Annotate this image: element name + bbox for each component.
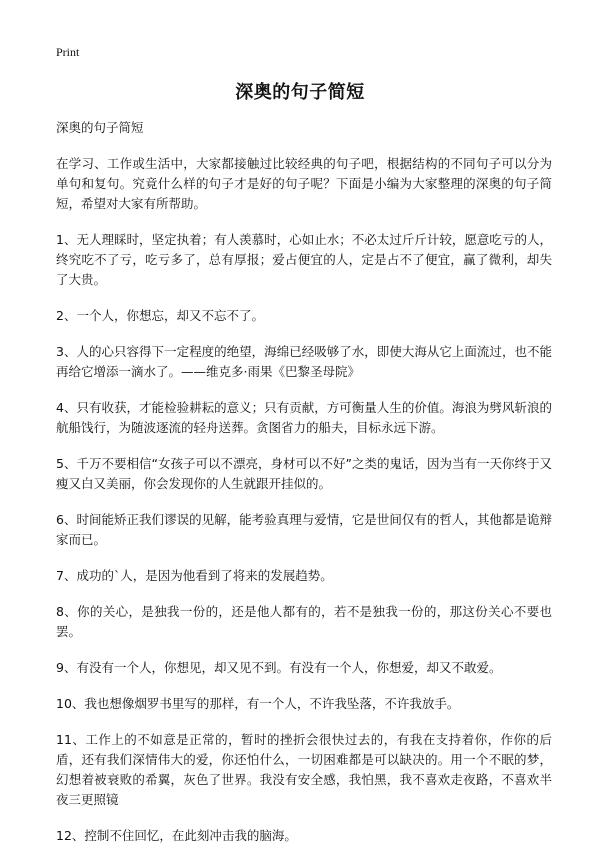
sentence-item-10: 10、我也想像烟罗书里写的那样，有一个人，不许我坠落，不许我放手。 bbox=[56, 696, 460, 711]
sentence-item-12: 12、控制不住回忆，在此刻冲击我的脑海。 bbox=[56, 828, 297, 843]
sentence-item-3: 3、人的心只容得下一定程度的绝望，海绵已经吸够了水，即使大海从它上面流过，也不能再给它增添一滴水了。——维克多·雨果《巴黎圣母院》 bbox=[56, 344, 552, 379]
article-subtitle: 深奥的句子简短 bbox=[56, 120, 144, 135]
sentence-item-2: 2、一个人，你想忘，却又不忘不了。 bbox=[56, 308, 264, 323]
sentence-item-9: 9、有没有一个人，你想见，却又见不到。有没有一个人，你想爱，却又不敢爱。 bbox=[56, 660, 502, 675]
sentence-item-6: 6、时间能矫正我们谬误的见解，能考验真理与爱情，它是世间仅有的哲人，其他都是诡辩家而已。 bbox=[56, 512, 552, 547]
article-body bbox=[56, 118, 552, 862]
page-title: 深奥的句子简短 bbox=[235, 82, 365, 103]
sentence-item-5: 5、千万不要相信“女孩子可以不漂亮，身材可以不好”之类的鬼话，因为当有一天你终于又瘦又白又美丽，你会发现你的人生就跟开挂似的。 bbox=[56, 456, 552, 491]
sentence-item-8: 8、你的关心，是独我一份的，还是他人都有的，若不是独我一份的，那这份关心不要也罢。 bbox=[56, 604, 552, 639]
sentence-item-7: 7、成功的`人，是因为他看到了将来的发展趋势。 bbox=[56, 568, 333, 583]
sentence-item-11: 11、工作上的不如意是正常的，暂时的挫折会很快过去的，有我在支持着你，作你的后盾，还有我们深情伟大的爱，你还怕什么，一切困难都是可以缺决的。用一个不眠的梦，幻想着被衰败的希翼，灰色了世界。我没有安全感，我怕黑，我不喜欢走夜路，不喜欢半夜三更照镜 bbox=[56, 732, 552, 807]
print-link[interactable]: Print bbox=[56, 45, 80, 59]
intro-paragraph: 在学习、工作或生活中，大家都接触过比较经典的句子吧，根据结构的不同句子可以分为单句和复句。究竟什么样的句子才是好的句子呢？下面是小编为大家整理的深奥的句子简短，希望对大家有所帮助。 bbox=[56, 156, 552, 211]
sentence-item-4: 4、只有收获，才能检验耕耘的意义；只有贡献，方可衡量人生的价值。海浪为劈风斩浪的航船饯行，为随波逐流的轻舟送葬。贪图省力的船夫，目标永远下游。 bbox=[56, 400, 552, 435]
sentence-item-1: 1、无人理睬时，坚定执着；有人羡慕时，心如止水；不必太过斤斤计较，愿意吃亏的人，终究吃不了亏，吃亏多了，总有厚报；爱占便宜的人，定是占不了便宜，赢了微利，却失了大贵。 bbox=[56, 232, 552, 287]
